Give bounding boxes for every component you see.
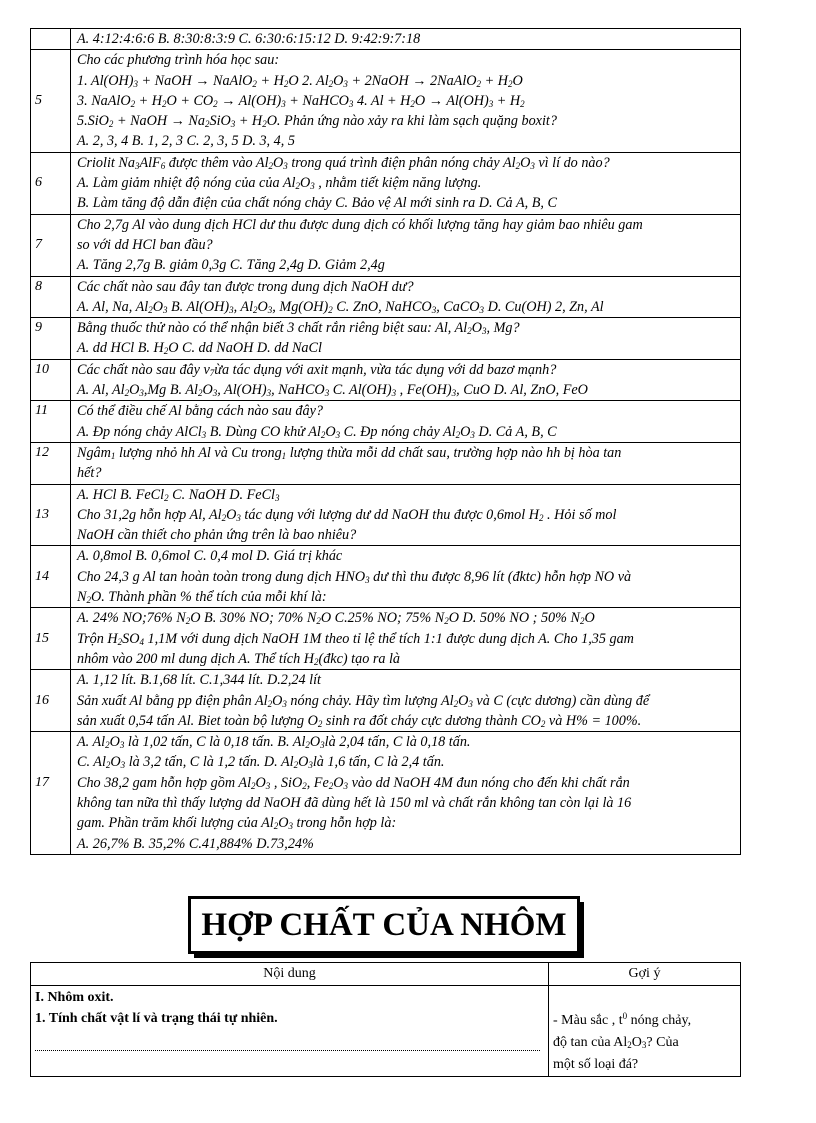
question-number: 13 (35, 506, 49, 522)
question-line: Cho 24,3 g Al tan hoàn toàn trong dung dịch $HNO_3$ dư thì thu được 8,96 lít (đktc) hỗn hợp NO và (77, 568, 632, 585)
question-number-cell (31, 29, 71, 50)
question-line: Criolit $Na_3AlF_6$ được thêm vào $Al_2O_3$ trong quá trình điện phân nóng chảy $Al_2O_3$ vì lí do nào? (77, 154, 610, 171)
question-number: 9 (35, 320, 42, 336)
question-content (71, 152, 741, 214)
question-line: gam. Phần trăm khối lượng của $Al_2O_3$ trong hỗn hợp là: (77, 815, 397, 832)
question-content (71, 359, 741, 401)
question-line: Cho 31,2g hỗn hợp Al, $Al_2O_3$ tác dụng với lượng dư dd NaOH thu được 0,6mol $H_2$ . Hỏi số mol (77, 506, 617, 523)
question-number-cell (31, 546, 71, 608)
question-number-cell (31, 401, 71, 443)
question-line: $N_2O$. Thành phần % thể tích của mỗi khí là: (77, 589, 327, 606)
question-content (71, 732, 741, 855)
question-line: NaOH cần thiết cho phản ứng trên là bao nhiêu? (77, 527, 357, 544)
question-line: Trộn $H_2SO_4$ 1,1M với dung dịch NaOH 1M theo tỉ lệ thể tích 1:1 được dung dịch A. Cho 1,35 gam (77, 630, 634, 647)
question-content (71, 318, 741, 360)
question-content (71, 50, 741, 152)
question-line: Cho các phương trình hóa học sau: (77, 52, 280, 69)
question-line: A. Đp nóng chảy AlCl$_3$ B. Dùng CO khử $Al_2O_3$ C. Đp nóng chảy $Al_2O_3$ D. Cả A, B, C (77, 423, 557, 440)
column-header-content: Nội dung (31, 963, 549, 986)
question-row (31, 484, 741, 546)
question-content (71, 442, 741, 484)
question-number-cell (31, 50, 71, 152)
question-line: không tan nữa thì thấy lượng dd NaOH đã dùng hết là 150 ml và chất rắn không tan còn lại là 16 (77, 794, 632, 811)
question-row (31, 276, 741, 318)
question-row (31, 442, 741, 484)
spacer (35, 1051, 540, 1071)
question-line: Cho 38,2 gam hỗn hợp gồm $Al_2O_3$ , SiO$_2$, $Fe_2O_3$ vào dd NaOH 4M đun nóng cho đến khi chất rắn (77, 774, 630, 791)
question-number-cell (31, 442, 71, 484)
question-number-cell (31, 214, 71, 276)
question-number-cell (31, 732, 71, 855)
question-number-cell (31, 608, 71, 670)
question-row (31, 608, 741, 670)
question-line: so với dd HCl ban đầu? (77, 236, 213, 253)
question-number: 14 (35, 568, 49, 584)
column-header-hint: Gợi ý (549, 963, 741, 986)
question-line: A. dd HCl B. $H_2O$ C. dd NaOH D. dd NaCl (77, 340, 322, 357)
question-row (31, 401, 741, 443)
question-line: A. 24% NO;76% $N_2O$ B. 30% NO; 70% $N_2O$ C.25% NO; 75% $N_2O$ D. 50% NO ; 50% $N_2O$ (77, 610, 595, 627)
question-table (30, 28, 741, 855)
subsection-title: 1. Tính chất vật lí và trạng thái tự nhiên. (35, 1011, 278, 1026)
question-line: A. Al, $Al_2O_3,Mg$ B. $Al_2O_3$, $Al(OH)_3$, NaHCO$_3$ C. $Al(OH)_3$ , $Fe(OH)_3$, CuO D. Al, ZnO, FeO (77, 382, 588, 399)
question-row (31, 732, 741, 855)
question-line: hết? (77, 465, 102, 482)
question-line: Sản xuất Al bằng pp điện phân $Al_2O_3$ nóng chảy. Hãy tìm lượng $Al_2O_3$ và C (cực dương) cần dùng để (77, 692, 650, 709)
question-line: 5.SiO$_2$ + NaOH → $Na_2SiO_3 + H_2O$. Phản ứng nào xảy ra khi làm sạch quặng boxit? (77, 113, 557, 130)
question-content (71, 214, 741, 276)
question-line: nhôm vào 200 ml dung dịch A. Thể tích $H_2(đkc)$ tạo ra là (77, 650, 401, 667)
question-number-cell (31, 318, 71, 360)
question-line: Ngâm$_1$ lượng nhỏ hh Al và Cu trong$_1$ lượng thừa mỗi dd chất sau, trường hợp nào hh bị hòa tan (77, 444, 622, 461)
question-content (71, 546, 741, 608)
content-hint-table (30, 962, 741, 1077)
question-number: 11 (35, 403, 48, 419)
question-number: 15 (35, 630, 49, 646)
question-content (71, 29, 741, 50)
question-line: Các chất nào sau đây $v_7ừa$ tác dụng với axit mạnh, vừa tác dụng với dd bazơ mạnh? (77, 361, 557, 378)
question-content (71, 670, 741, 732)
question-row (31, 546, 741, 608)
question-line: Bằng thuốc thử nào có thể nhận biết 3 chất rắn riêng biệt sau: Al, $Al_2O_3$, Mg? (77, 320, 520, 337)
hint-line-1: - Màu sắc , $t^0$ nóng chảy, (553, 1011, 692, 1028)
question-number: 5 (35, 92, 42, 108)
question-row (31, 152, 741, 214)
question-number: 12 (35, 444, 49, 460)
question-row (31, 214, 741, 276)
question-line: A. 1,12 lít. B.1,68 lít. C.1,344 lít. D.2,24 lít (77, 672, 321, 689)
question-content (71, 401, 741, 443)
hint-line-2: độ tan của $Al_2O_3$? Của (553, 1035, 679, 1050)
question-line: 1. $Al(OH)_3$ + NaOH → NaAlO$_2$ + $H_2O$ 2. $Al_2O_3$ + 2NaOH → 2NaAlO$_2$ + $H_2O$ (77, 72, 523, 89)
question-row (31, 670, 741, 732)
question-content (71, 276, 741, 318)
question-line: A. Tăng 2,7g B. giảm 0,3g C. Tăng 2,4g D. Giảm 2,4g (77, 257, 385, 274)
answer-line[interactable] (35, 1030, 540, 1051)
hint-line-3: một số loại đá? (553, 1057, 639, 1072)
question-line: A. $Al_2O_3$ là 1,02 tấn, C là 0,18 tấn. B. $Al_2O_3là$ 2,04 tấn, C là 0,18 tấn. (77, 734, 471, 751)
question-content (71, 608, 741, 670)
question-number-cell (31, 359, 71, 401)
question-number: 7 (35, 236, 42, 252)
section-heading: HỢP CHẤT CỦA NHÔM (188, 896, 580, 954)
question-line: sản xuất 0,54 tấn Al. Biet toàn bộ lượng $O_2$ sinh ra đốt cháy cực dương thành $CO_2$ và H% = 100%. (77, 712, 642, 729)
question-line: A. 26,7% B. 35,2% C.41,884% D.73,24% (77, 835, 314, 852)
question-line: C. $Al_2O_3$ là 3,2 tấn, C là 1,2 tấn. D. $Al_2O_3là$ 1,6 tấn, C là 2,4 tấn. (77, 754, 445, 771)
question-row (31, 29, 741, 50)
question-line: A. 4:12:4:6:6 B. 8:30:8:3:9 C. 6:30:6:15:12 D. 9:42:9:7:18 (77, 31, 421, 47)
question-line: Các chất nào sau đây tan được trong dung dịch NaOH dư? (77, 278, 414, 295)
question-content (71, 484, 741, 546)
question-number-cell (31, 484, 71, 546)
question-number-cell (31, 670, 71, 732)
question-line: 3. NaAlO$_2$ + $H_2O + CO_2 \to Al(OH)_3$ + NaHCO$_3$ 4. $Al + H_2O \to Al(OH)_3 + H_2$ (77, 92, 525, 109)
question-line: B. Làm tăng độ dẫn điện của chất nóng chảy C. Bảo vệ Al mới sinh ra D. Cả A, B, C (77, 195, 557, 212)
question-number-cell (31, 152, 71, 214)
question-number: 6 (35, 175, 42, 191)
question-line: Có thể điều chế Al bằng cách nào sau đây? (77, 403, 324, 420)
question-line: A. 0,8mol B. 0,6mol C. 0,4 mol D. Giá trị khác (77, 548, 343, 565)
section-title: I. Nhôm oxit. (35, 990, 114, 1005)
question-line: A. 2, 3, 4 B. 1, 2, 3 C. 2, 3, 5 D. 3, 4, 5 (77, 133, 295, 150)
question-line: Cho 2,7g Al vào dung dịch HCl dư thu được dung dịch có khối lượng tăng hay giảm bao nhiêu gam (77, 216, 643, 233)
question-line: A. Làm giảm nhiệt độ nóng của của $Al_2O_3$ , nhằm tiết kiệm năng lượng. (77, 175, 482, 192)
question-line: A. Al, Na, $Al_2O_3$ B. $Al(OH)_3$, $Al_2O_3$, $Mg(OH)_2$ C. ZnO, NaHCO$_3$, CaCO$_3$ D. Cu(OH) 2, Zn, Al (77, 298, 604, 315)
question-row (31, 50, 741, 152)
question-line: A. HCl B. FeCl$_2$ C. NaOH D. FeCl$_3$ (77, 486, 280, 503)
question-number: 17 (35, 774, 49, 790)
question-number-cell (31, 276, 71, 318)
question-number: 10 (35, 361, 49, 377)
question-number: 8 (35, 278, 42, 294)
question-row (31, 318, 741, 360)
question-number: 16 (35, 692, 49, 708)
question-row (31, 359, 741, 401)
